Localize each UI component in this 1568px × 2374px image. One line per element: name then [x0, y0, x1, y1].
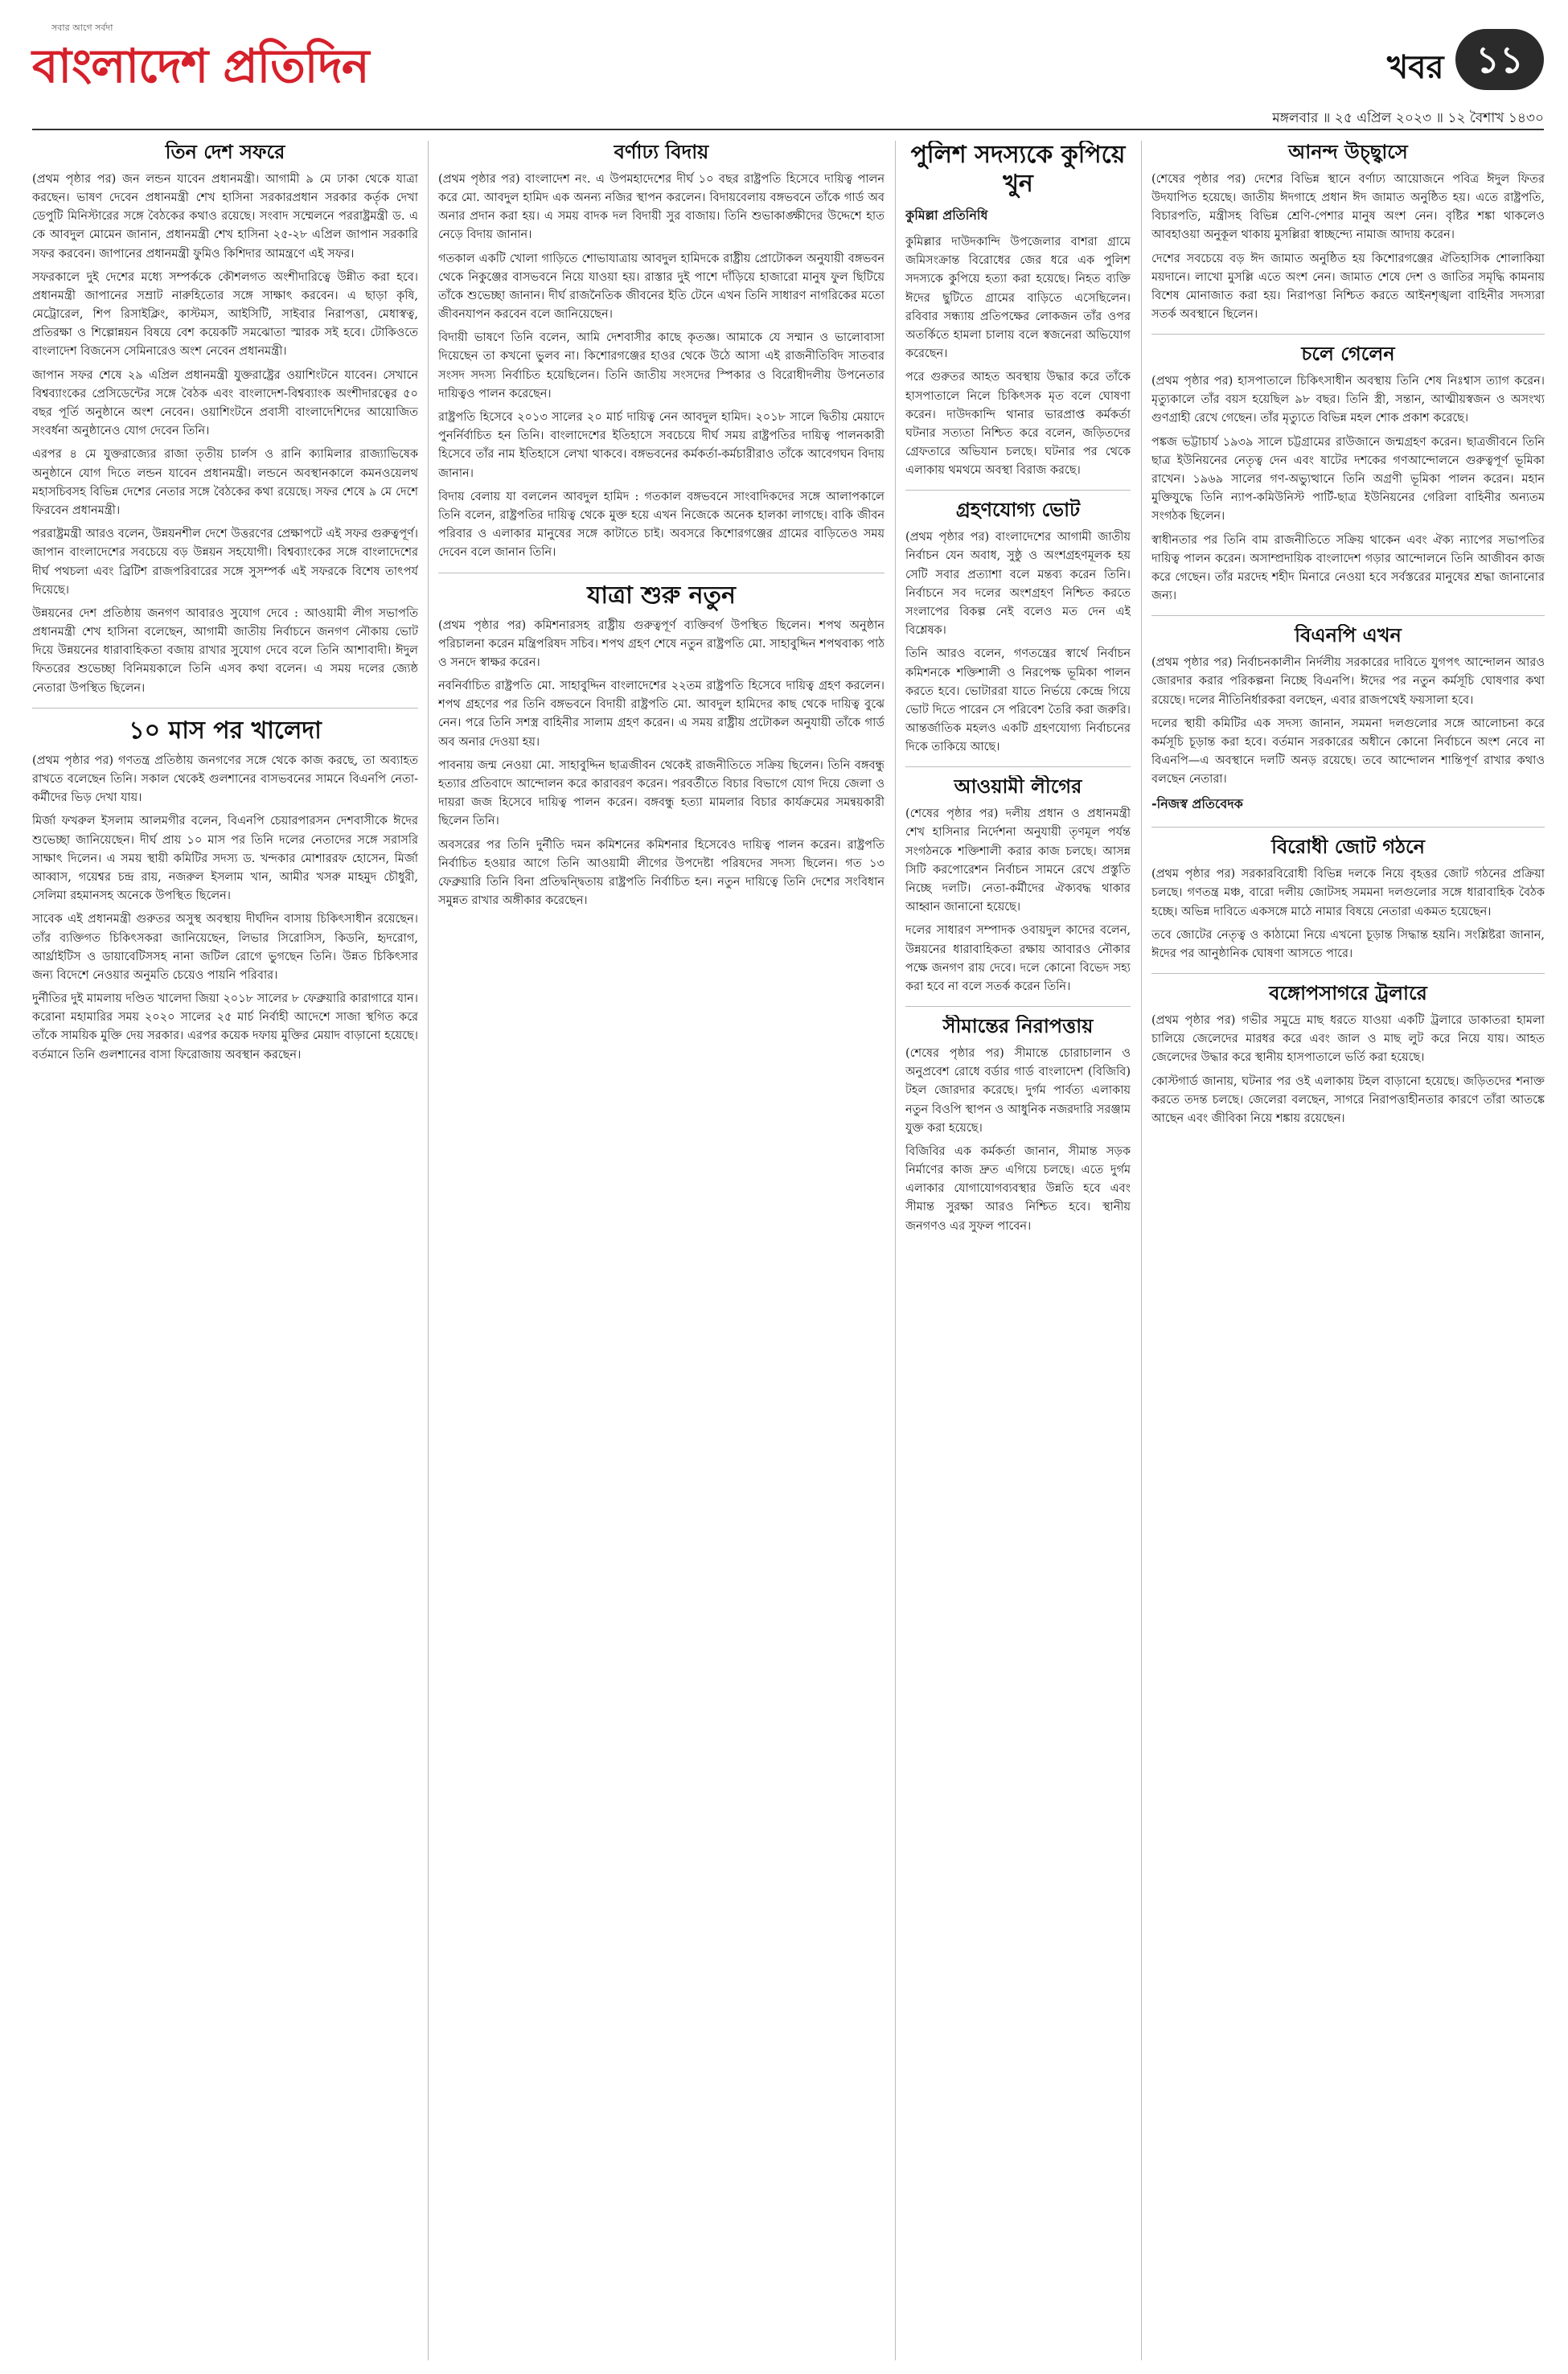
masthead	[0, 0, 1568, 126]
headline: বর্ণাঢ্য বিদায়	[614, 141, 709, 163]
paragraph: পরে গুরুতর আহত অবস্থায় উদ্ধার করে তাঁকে হাসপাতালে নিলে চিকিৎসক মৃত বলে ঘোষণা করেন। দাউদকান্দি থানার ভারপ্রাপ্ত কর্মকর্তা ঘটনার সত্যতা নিশ্চিত করে বলেন, জড়িতদের গ্রেফতারে অভিযান চলছে। ঘটনার পর থেকে এলাকায় থমথমে অবস্থা বিরাজ করছে।	[905, 371, 1131, 478]
paragraph: (প্রথম পৃষ্ঠার পর) হাসপাতালে চিকিৎসাধীন অবস্থায় তিনি শেষ নিঃশ্বাস ত্যাগ করেন। মৃত্যুকালে তাঁর বয়স হয়েছিল ৯৮ বছর। তিনি স্ত্রী, সন্তান, আত্মীয়স্বজন ও অসংখ্য গুণগ্রাহী রেখে গেছেন। তাঁর মৃত্যুতে বিভিন্ন মহল শোক প্রকাশ করেছে।	[1151, 375, 1545, 425]
paragraph: স্বাধীনতার পর তিনি বাম রাজনীতিতে সক্রিয় থাকেন এবং ঐক্য ন্যাপের সভাপতির দায়িত্ব পালন করেন। অসাম্প্রদায়িক বাংলাদেশ গড়ার আন্দোলনে তিনি আজীবন কাজ করে গেছেন। তাঁর মরদেহ শহীদ মিনারে নেওয়া হবে সর্বস্তরের মানুষের শ্রদ্ধা জানানোর জন্য।	[1151, 533, 1545, 603]
logo-tagline: সবার আগে সর্বদা	[51, 23, 113, 33]
paragraph: (প্রথম পৃষ্ঠার পর) গভীর সমুদ্রে মাছ ধরতে যাওয়া একটি ট্রলারে ডাকাতরা হামলা চালিয়ে জেলেদের মারধর করে এবং জাল ও মাছ লুট করে নিয়ে যায়। আহত জেলেদের উদ্ধার করে স্থানীয় হাসপাতালে ভর্তি করা হয়েছে।	[1151, 1013, 1545, 1065]
paragraph: পররাষ্ট্রমন্ত্রী আরও বলেন, উন্নয়নশীল দেশে উত্তরণের প্রেক্ষাপটে এই সফর গুরুত্বপূর্ণ। জাপান বাংলাদেশের সবচেয়ে বড় উন্নয়ন সহযোগী। বিশ্বব্যাংকের সঙ্গে বাংলাদেশের দীর্ঘ পথচলা এবং ব্রিটিশ রাজপরিবারের সঙ্গে সুসম্পর্ক এই সফরকে বিশেষ তাৎপর্য দিয়েছে।	[32, 528, 418, 597]
story-border	[905, 1015, 1131, 1246]
story-police	[905, 141, 1131, 491]
paragraph: কোস্টগার্ড জানায়, ঘটনার পর ওই এলাকায় টহল বাড়ানো হয়েছে। জড়িতদের শনাক্ত করতে তদন্ত চলছে। জেলেরা বলছেন, সাগরে নিরাপত্তাহীনতার কারণে তাঁরা আতঙ্কে আছেন এবং জীবিকা নিয়ে শঙ্কায় রয়েছেন।	[1151, 1074, 1545, 1125]
story-vote	[905, 499, 1131, 767]
paragraph: দলের স্থায়ী কমিটির এক সদস্য জানান, সমমনা দলগুলোর সঙ্গে আলোচনা করে কর্মসূচি চূড়ান্ত করা হবে। বর্তমান সরকারের অধীনে কোনো নির্বাচনে অংশ নেবে না বিএনপি—এ অবস্থানে দলটি অনড় রয়েছে। তবে আন্দোলন শান্তিপূর্ণ রাখার কথাও বলছেন নেতারা।	[1151, 717, 1545, 787]
paragraph: তিনি আরও বলেন, গণতন্ত্রের স্বার্থে নির্বাচন কমিশনকে শক্তিশালী ও নিরপেক্ষ ভূমিকা পালন করতে হবে। ভোটাররা যাতে নির্ভয়ে কেন্দ্রে গিয়ে ভোট দিতে পারেন সে পরিবেশ তৈরি করা জরুরি। আন্তর্জাতিক মহলও একটি গ্রহণযোগ্য নির্বাচনের দিকে তাকিয়ে আছে।	[905, 647, 1131, 754]
paragraph: গতকাল একটি খোলা গাড়িতে শোভাযাত্রায় আবদুল হামিদকে রাষ্ট্রীয় প্রোটোকল অনুযায়ী বঙ্গভবন থেকে নিকুঞ্জের বাসভবনে নিয়ে যাওয়া হয়। রাস্তার দুই পাশে দাঁড়িয়ে হাজারো মানুষ ফুল ছিটিয়ে তাঁকে শুভেচ্ছা জানান। দীর্ঘ রাজনৈতিক জীবনের ইতি টেনে এখন তিনি সাধারণ নাগরিকের মতো জীবনযাপন করবেন বলে জানিয়েছেন।	[438, 252, 885, 322]
headline: চলে গেলেন	[1301, 343, 1395, 366]
paragraph: মির্জা ফখরুল ইসলাম আলমগীর বলেন, বিএনপি চেয়ারপারসন দেশবাসীকে ঈদের শুভেচ্ছা জানিয়েছেন। দীর্ঘ প্রায় ১০ মাস পর তিনি দলের নেতাদের সঙ্গে সরাসরি সাক্ষাৎ দিলেন। এ সময় স্থায়ী কমিটির সদস্য ড. খন্দকার মোশাররফ হোসেন, মির্জা আব্বাস, গয়েশ্বর চন্দ্র রায়, নজরুল ইসলাম খান, আমীর খসরু মাহমুদ চৌধুরী, সেলিমা রহমানসহ অনেকে উপস্থিত ছিলেন।	[32, 815, 418, 903]
paragraph: বিজিবির এক কর্মকর্তা জানান, সীমান্ত সড়ক নির্মাণের কাজ দ্রুত এগিয়ে চলছে। এতে দুর্গম এলাকার যোগাযোগব্যবস্থার উন্নতি হবে এবং সীমান্ত সুরক্ষা আরও নিশ্চিত হবে। স্থানীয় জনগণও এর সুফল পাবেন।	[905, 1144, 1131, 1233]
paragraph: কুমিল্লার দাউদকান্দি উপজেলার বাশরা গ্রামে জমিসংক্রান্ত বিরোধের জের ধরে এক পুলিশ সদস্যকে কুপিয়ে হত্যা করা হয়েছে। নিহত ব্যক্তি ঈদের ছুটিতে গ্রামের বাড়িতে এসেছিলেন। রবিবার সন্ধ্যায় প্রতিপক্ষের লোকজন তাঁর ওপর অতর্কিতে হামলা চালায় বলে স্বজনেরা অভিযোগ করেছেন।	[905, 236, 1131, 361]
story-jatra	[438, 581, 885, 921]
paragraph: রাষ্ট্রপতি হিসেবে ২০১৩ সালের ২০ মার্চ দায়িত্ব নেন আবদুল হামিদ। ২০১৮ সালে দ্বিতীয় মেয়াদে পুনর্নির্বাচিত হন তিনি। বাংলাদেশের ইতিহাসে সবচেয়ে দীর্ঘ সময় রাষ্ট্রপতির দায়িত্ব পালনকারী হিসেবে তাঁর নাম ইতিহাসে লেখা থাকবে। বঙ্গভবনের কর্মকর্তা-কর্মচারীরাও তাঁকে আবেগঘন বিদায় জানান।	[438, 411, 885, 480]
headline: আওয়ামী লীগের	[954, 775, 1082, 799]
paragraph: (প্রথম পৃষ্ঠার পর) গণতন্ত্র প্রতিষ্ঠায় জনগণের সঙ্গে থেকে কাজ করছে, তা অব্যাহত রাখতে বলেছেন তিনি। সকাল থেকেই গুলশানের বাসভবনের সামনে বিএনপি নেতা-কর্মীদের ভিড় দেখা যায়।	[32, 754, 418, 805]
page-number-badge: ১১	[1455, 29, 1544, 90]
story-trawler	[1151, 982, 1545, 1138]
story-awami-league	[905, 775, 1131, 1007]
newspaper-logo: বাংলাদেশ প্রতিদিন	[32, 39, 369, 93]
dateline: মঙ্গলবার ॥ ২৫ এপ্রিল ২০২৩ ॥ ১২ বৈশাখ ১৪৩০	[1272, 110, 1544, 126]
paragraph: দুর্নীতির দুই মামলায় দণ্ডিত খালেদা জিয়া ২০১৮ সালের ৮ ফেব্রুয়ারি কারাগারে যান। করোনা মহামারির সময় ২০২০ সালের ২৫ মার্চ নির্বাহী আদেশে সাজা স্থগিত করে তাঁকে সাময়িক মুক্তি দেয় সরকার। এরপর কয়েক দফায় মুক্তির মেয়াদ বাড়ানো হয়েছে। বর্তমানে তিনি গুলশানের বাসা ফিরোজায় অবস্থান করছেন।	[32, 992, 418, 1062]
story-eid	[1151, 141, 1545, 335]
paragraph: (শেষের পৃষ্ঠার পর) দেশের বিভিন্ন স্থানে বর্ণাঢ্য আয়োজনে পবিত্র ঈদুল ফিতর উদযাপিত হয়েছে। জাতীয় ঈদগাহে প্রধান ঈদ জামাত অনুষ্ঠিত হয়। এতে রাষ্ট্রপতি, বিচারপতি, মন্ত্রীসহ বিভিন্ন শ্রেণি-পেশার মানুষ অংশ নেন। বৃষ্টির শঙ্কা থাকলেও আবহাওয়া অনুকূল থাকায় মুসল্লিরা স্বাচ্ছন্দ্যে নামাজ আদায় করেন।	[1151, 172, 1545, 242]
headline: আনন্দ উচ্ছ্বাসে	[1288, 141, 1408, 163]
paragraph: বিদায় বেলায় যা বললেন আবদুল হামিদ : গতকাল বঙ্গভবনে সাংবাদিকদের সঙ্গে আলাপকালে তিনি বলেন, রাষ্ট্রপতির দায়িত্ব থেকে মুক্ত হয়ে এখন নিজেকে অনেক হালকা লাগছে। বাকি জীবন পরিবার ও এলাকার মানুষের সঙ্গে কাটাতে চাই। অবসরে কিশোরগঞ্জের গ্রামের বাড়িতেও সময় দেবেন বলে জানান তিনি।	[438, 490, 885, 560]
headline: ১০ মাস পর খালেদা	[129, 716, 322, 745]
paragraph: পঙ্কজ ভট্টাচার্য ১৯৩৯ সালে চট্টগ্রামের রাউজানে জন্মগ্রহণ করেন। ছাত্রজীবনে তিনি ছাত্র ইউনিয়নের নেতৃত্ব দেন এবং ষাটের দশকের গণআন্দোলনে গুরুত্বপূর্ণ ভূমিকা রাখেন। ১৯৬৯ সালের গণ-অভ্যুত্থানে তিনি অগ্রণী ভূমিকা পালন করেন। মহান মুক্তিযুদ্ধে তিনি ন্যাপ-কমিউনিস্ট পার্টি-ছাত্র ইউনিয়নের গেরিলা বাহিনীর অন্যতম সংগঠক ছিলেন।	[1151, 435, 1545, 524]
section-label: খবর	[1387, 49, 1444, 86]
headline: বিএনপি এখন	[1295, 624, 1402, 647]
masthead-rule	[32, 129, 1544, 130]
paragraph: (শেষের পৃষ্ঠার পর) দলীয় প্রধান ও প্রধানমন্ত্রী শেখ হাসিনার নির্দেশনা অনুযায়ী তৃণমূল পর্যন্ত সংগঠনকে শক্তিশালী করার কাজ চলছে। আসন্ন সিটি করপোরেশন নির্বাচন সামনে রেখে প্রস্তুতি নিচ্ছে দলটি। নেতা-কর্মীদের ঐক্যবদ্ধ থাকার আহ্বান জানানো হয়েছে।	[905, 807, 1131, 914]
paragraph: উন্নয়নের দেশ প্রতিষ্ঠায় জনগণ আবারও সুযোগ দেবে : আওয়ামী লীগ সভাপতি প্রধানমন্ত্রী শেখ হাসিনা বলেছেন, আগামী জাতীয় নির্বাচনে জনগণ নৌকায় ভোট দিয়ে উন্নয়নের ধারাবাহিকতা বজায় রাখার সুযোগ দেবে বলে তিনি আশাবাদী। ঈদুল ফিতরের শুভেচ্ছা বিনিময়কালে তিনি এসব কথা বলেন। এ সময় দলের জ্যেষ্ঠ নেতারা উপস্থিত ছিলেন।	[32, 606, 418, 695]
paragraph: (শেষের পৃষ্ঠার পর) সীমান্তে চোরাচালান ও অনুপ্রবেশ রোধে বর্ডার গার্ড বাংলাদেশ (বিজিবি) টহল জোরদার করেছে। দুর্গম পার্বত্য এলাকায় নতুন বিওপি স্থাপন ও আধুনিক নজরদারি সরঞ্জাম যুক্ত করা হয়েছে।	[905, 1046, 1131, 1135]
headline: যাত্রা শুরু নতুন	[587, 581, 736, 610]
column-1	[32, 141, 428, 2360]
paragraph: তবে জোটের নেতৃত্ব ও কাঠামো নিয়ে এখনো চূড়ান্ত সিদ্ধান্ত হয়নি। সংশ্লিষ্টরা জানান, ঈদের পর আনুষ্ঠানিক ঘোষণা আসতে পারে।	[1151, 928, 1545, 960]
paragraph: সাবেক এই প্রধানমন্ত্রী গুরুতর অসুস্থ অবস্থায় দীর্ঘদিন বাসায় চিকিৎসাধীন রয়েছেন। তাঁর ব্যক্তিগত চিকিৎসকরা জানিয়েছেন, লিভার সিরোসিস, কিডনি, হৃদরোগ, আর্থ্রাইটিস ও ডায়াবেটিসসহ নানা জটিল রোগে ভুগছেন তিনি। উন্নত চিকিৎসার জন্য বিদেশে নেওয়ার অনুমতি চেয়েও পায়নি পরিবার।	[32, 913, 418, 982]
paragraph: দলের সাধারণ সম্পাদক ওবায়দুল কাদের বলেন, উন্নয়নের ধারাবাহিকতা রক্ষায় আবারও নৌকার পক্ষে জনগণ রায় দেবে। দলে কোনো বিভেদ সহ্য করা হবে না বলে সতর্ক করেন তিনি।	[905, 924, 1131, 993]
paragraph: এরপর ৪ মে যুক্তরাজ্যের রাজা তৃতীয় চার্লস ও রানি ক্যামিলার রাজ্যাভিষেক অনুষ্ঠানে যোগ দিতে লন্ডন যাবেন প্রধানমন্ত্রী। লন্ডনে অবস্থানকালে কমনওয়েলথ মহাসচিবসহ বিভিন্ন দেশের নেতার সঙ্গে বৈঠকের কথা রয়েছে। সফর শেষে ৯ মে দেশে ফিরবেন প্রধানমন্ত্রী।	[32, 448, 418, 517]
headline: বঙ্গোপসাগরে ট্রলারে	[1269, 982, 1427, 1005]
paragraph: সফরকালে দুই দেশের মধ্যে সম্পর্ককে কৌশলগত অংশীদারিত্বে উন্নীত করা হবে। প্রধানমন্ত্রী জাপানের সম্রাট নারুহিতোর সঙ্গে সাক্ষাৎ করবেন। এ ছাড়া কৃষি, মেট্রোরেল, শিপ রিসাইক্লিং, কাস্টমস, আইসিটি, সাইবার নিরাপত্তা, মেধাস্বত্ব, প্রতিরক্ষা ও শিল্পোন্নয়ন বিষয়ে বেশ কয়েকটি সমঝোতা স্মারক সই হবে। টোকিওতে বাংলাদেশ বিজনেস সেমিনারেও অংশ নেবেন প্রধানমন্ত্রী।	[32, 270, 418, 359]
story-bidai	[438, 141, 885, 573]
headline: গ্রহণযোগ্য ভোট	[955, 499, 1081, 522]
paragraph: (প্রথম পৃষ্ঠার পর) কমিশনারসহ রাষ্ট্রীয় গুরুত্বপূর্ণ ব্যক্তিবর্গ উপস্থিত ছিলেন। শপথ অনুষ্ঠান পরিচালনা করেন মন্ত্রিপরিষদ সচিব। শপথ গ্রহণ শেষে নতুন রাষ্ট্রপতি মো. সাহাবুদ্দিন শপথবাক্য পাঠ ও সনদে স্বাক্ষর করেন।	[438, 618, 885, 669]
column-2	[428, 141, 894, 2360]
byline: কুমিল্লা প্রতিনিধি	[905, 207, 988, 223]
story-chole-gelen	[1151, 343, 1545, 616]
story-jote	[1151, 836, 1545, 974]
column-3	[895, 141, 1140, 2360]
paragraph: (প্রথম পৃষ্ঠার পর) বাংলাদেশ নং. এ উপমহাদেশের দীর্ঘ ১০ বছর রাষ্ট্রপতি হিসেবে দায়িত্ব পালন করে মো. আবদুল হামিদ এক অনন্য নজির স্থাপন করলেন। বিদায়বেলায় বঙ্গভবনে তাঁকে গার্ড অব অনার প্রদান করা হয়। এ সময় বাদক দল বিদায়ী সুর বাজায়। তিনি শুভাকাঙ্ক্ষীদের উদ্দেশে হাত নেড়ে বিদায় জানান।	[438, 172, 885, 242]
headline: তিন দেশ সফরে	[165, 141, 285, 163]
paragraph: (প্রথম পৃষ্ঠার পর) জন লন্ডন যাবেন প্রধানমন্ত্রী। আগামী ৯ মে ঢাকা থেকে যাত্রা করছেন। ভাষণ দেবেন প্রধানমন্ত্রী শেখ হাসিনা সরকারপ্রধান সরকার কর্তৃক দেখা ডেপুটি মিনিস্টারের সঙ্গে বৈঠকের কথাও রয়েছে। সংবাদ সম্মেলনে পররাষ্ট্রমন্ত্রী ড. এ কে আবদুল মোমেন জানান, প্রধানমন্ত্রী শেখ হাসিনা ২৫-২৮ এপ্রিল জাপান সরকারি সফর করবেন। জাপানের প্রধানমন্ত্রী ফুমিও কিশিদার আমন্ত্রণে এই সফর।	[32, 172, 418, 261]
paragraph: দেশের সবচেয়ে বড় ঈদ জামাত অনুষ্ঠিত হয় কিশোরগঞ্জের ঐতিহাসিক শোলাকিয়া ময়দানে। লাখো মুসল্লি এতে অংশ নেন। জামাত শেষে দেশ ও জাতির সমৃদ্ধি কামনায় বিশেষ মোনাজাত করা হয়। নিরাপত্তা নিশ্চিত করতে আইনশৃঙ্খলা বাহিনীর সদস্যরা সতর্ক অবস্থানে ছিলেন।	[1151, 252, 1545, 322]
paragraph: পাবনায় জন্ম নেওয়া মো. সাহাবুদ্দিন ছাত্রজীবন থেকেই রাজনীতিতে সক্রিয় ছিলেন। তিনি বঙ্গবন্ধু হত্যার প্রতিবাদে আন্দোলন করে কারাবরণ করেন। পরবর্তীতে বিচার বিভাগে যোগ দিয়ে জেলা ও দায়রা জজ হিসেবে দায়িত্ব পালন করেন। বঙ্গবন্ধু হত্যা মামলার বিচার কার্যক্রমের সমন্বয়কারী ছিলেন তিনি।	[438, 758, 885, 828]
headline: বিরোধী জোট গঠনে	[1271, 836, 1425, 859]
headline: সীমান্তের নিরাপত্তায়	[942, 1015, 1094, 1038]
byline: -নিজস্ব প্রতিবেদক	[1151, 796, 1243, 812]
headline: পুলিশ সদস্যকে কুপিয়ে খুন	[910, 141, 1126, 198]
paragraph: জাপান সফর শেষে ২৯ এপ্রিল প্রধানমন্ত্রী যুক্তরাষ্ট্রের ওয়াশিংটনে যাবেন। সেখানে বিশ্বব্যাংকের প্রেসিডেন্টের সঙ্গে বৈঠক এবং বাংলাদেশ-বিশ্বব্যাংক অংশীদারত্বের ৫০ বছর পূর্তি অনুষ্ঠানে অংশ নেবেন। ওয়াশিংটনে প্রবাসী বাংলাদেশিদের আয়োজিত সংবর্ধনা অনুষ্ঠানেও যোগ দেবেন তিনি।	[32, 368, 418, 438]
paragraph: (প্রথম পৃষ্ঠার পর) সরকারবিরোধী বিভিন্ন দলকে নিয়ে বৃহত্তর জোট গঠনের প্রক্রিয়া চলছে। গণতন্ত্র মঞ্চ, বারো দলীয় জোটসহ সমমনা দলগুলোর সঙ্গে ধারাবাহিক বৈঠক হচ্ছে। অভিন্ন দাবিতে একসঙ্গে মাঠে নামার বিষয়ে নেতারা একমত হয়েছেন।	[1151, 868, 1545, 918]
column-4	[1141, 141, 1545, 2360]
paragraph: নবনির্বাচিত রাষ্ট্রপতি মো. সাহাবুদ্দিন বাংলাদেশের ২২তম রাষ্ট্রপতি হিসেবে দায়িত্ব গ্রহণ করলেন। শপথ গ্রহণের পর তিনি বঙ্গভবনে বিদায়ী রাষ্ট্রপতি মো. আবদুল হামিদের কাছ থেকে দায়িত্ব বুঝে নেন। পরে তিনি সশস্ত্র বাহিনীর সালাম গ্রহণ করেন। এ সময় রাষ্ট্রীয় প্রটোকল অনুযায়ী তাঁকে গার্ড অব অনার দেওয়া হয়।	[438, 680, 885, 749]
story-khaleda	[32, 717, 418, 1074]
story-bnp	[1151, 624, 1545, 828]
paragraph: (প্রথম পৃষ্ঠার পর) নির্বাচনকালীন নির্দলীয় সরকারের দাবিতে যুগপৎ আন্দোলন আরও জোরদার করার পরিকল্পনা নিচ্ছে বিএনপি। ঈদের পর নতুন কর্মসূচি ঘোষণার কথা রয়েছে। দলের নীতিনির্ধারকরা বলছেন, এবার রাজপথেই ফয়সালা হবে।	[1151, 656, 1545, 707]
paragraph: বিদায়ী ভাষণে তিনি বলেন, আমি দেশবাসীর কাছে কৃতজ্ঞ। আমাকে যে সম্মান ও ভালোবাসা দিয়েছেন তা কখনো ভুলব না। কিশোরগঞ্জের হাওর থেকে উঠে আসা এই রাজনীতিবিদ সাতবার সংসদ সদস্য নির্বাচিত হয়েছিলেন। তিনি জাতীয় সংসদের স্পিকার ও বিরোধীদলীয় উপনেতার দায়িত্বও পালন করেছেন।	[438, 331, 885, 400]
paragraph: (প্রথম পৃষ্ঠার পর) বাংলাদেশের আগামী জাতীয় নির্বাচন যেন অবাধ, সুষ্ঠু ও অংশগ্রহণমূলক হয় সেটি সবার প্রত্যাশা বলে মন্তব্য করেন তিনি। নির্বাচনে সব দলের অংশগ্রহণ নিশ্চিত করতে সংলাপের বিকল্প নেই বলেও মত দেন এই বিশ্লেষক।	[905, 531, 1131, 638]
story-tin-desh	[32, 141, 418, 709]
paragraph: অবসরের পর তিনি দুর্নীতি দমন কমিশনের কমিশনার হিসেবেও দায়িত্ব পালন করেন। রাষ্ট্রপতি নির্বাচিত হওয়ার আগে তিনি আওয়ামী লীগের উপদেষ্টা পরিষদের সদস্য ছিলেন। গত ১৩ ফেব্রুয়ারি তিনি বিনা প্রতিদ্বন্দ্বিতায় রাষ্ট্রপতি নির্বাচিত হন। নতুন দায়িত্বে তিনি দেশের সংবিধান সমুন্নত রাখার অঙ্গীকার করেছেন।	[438, 838, 885, 908]
